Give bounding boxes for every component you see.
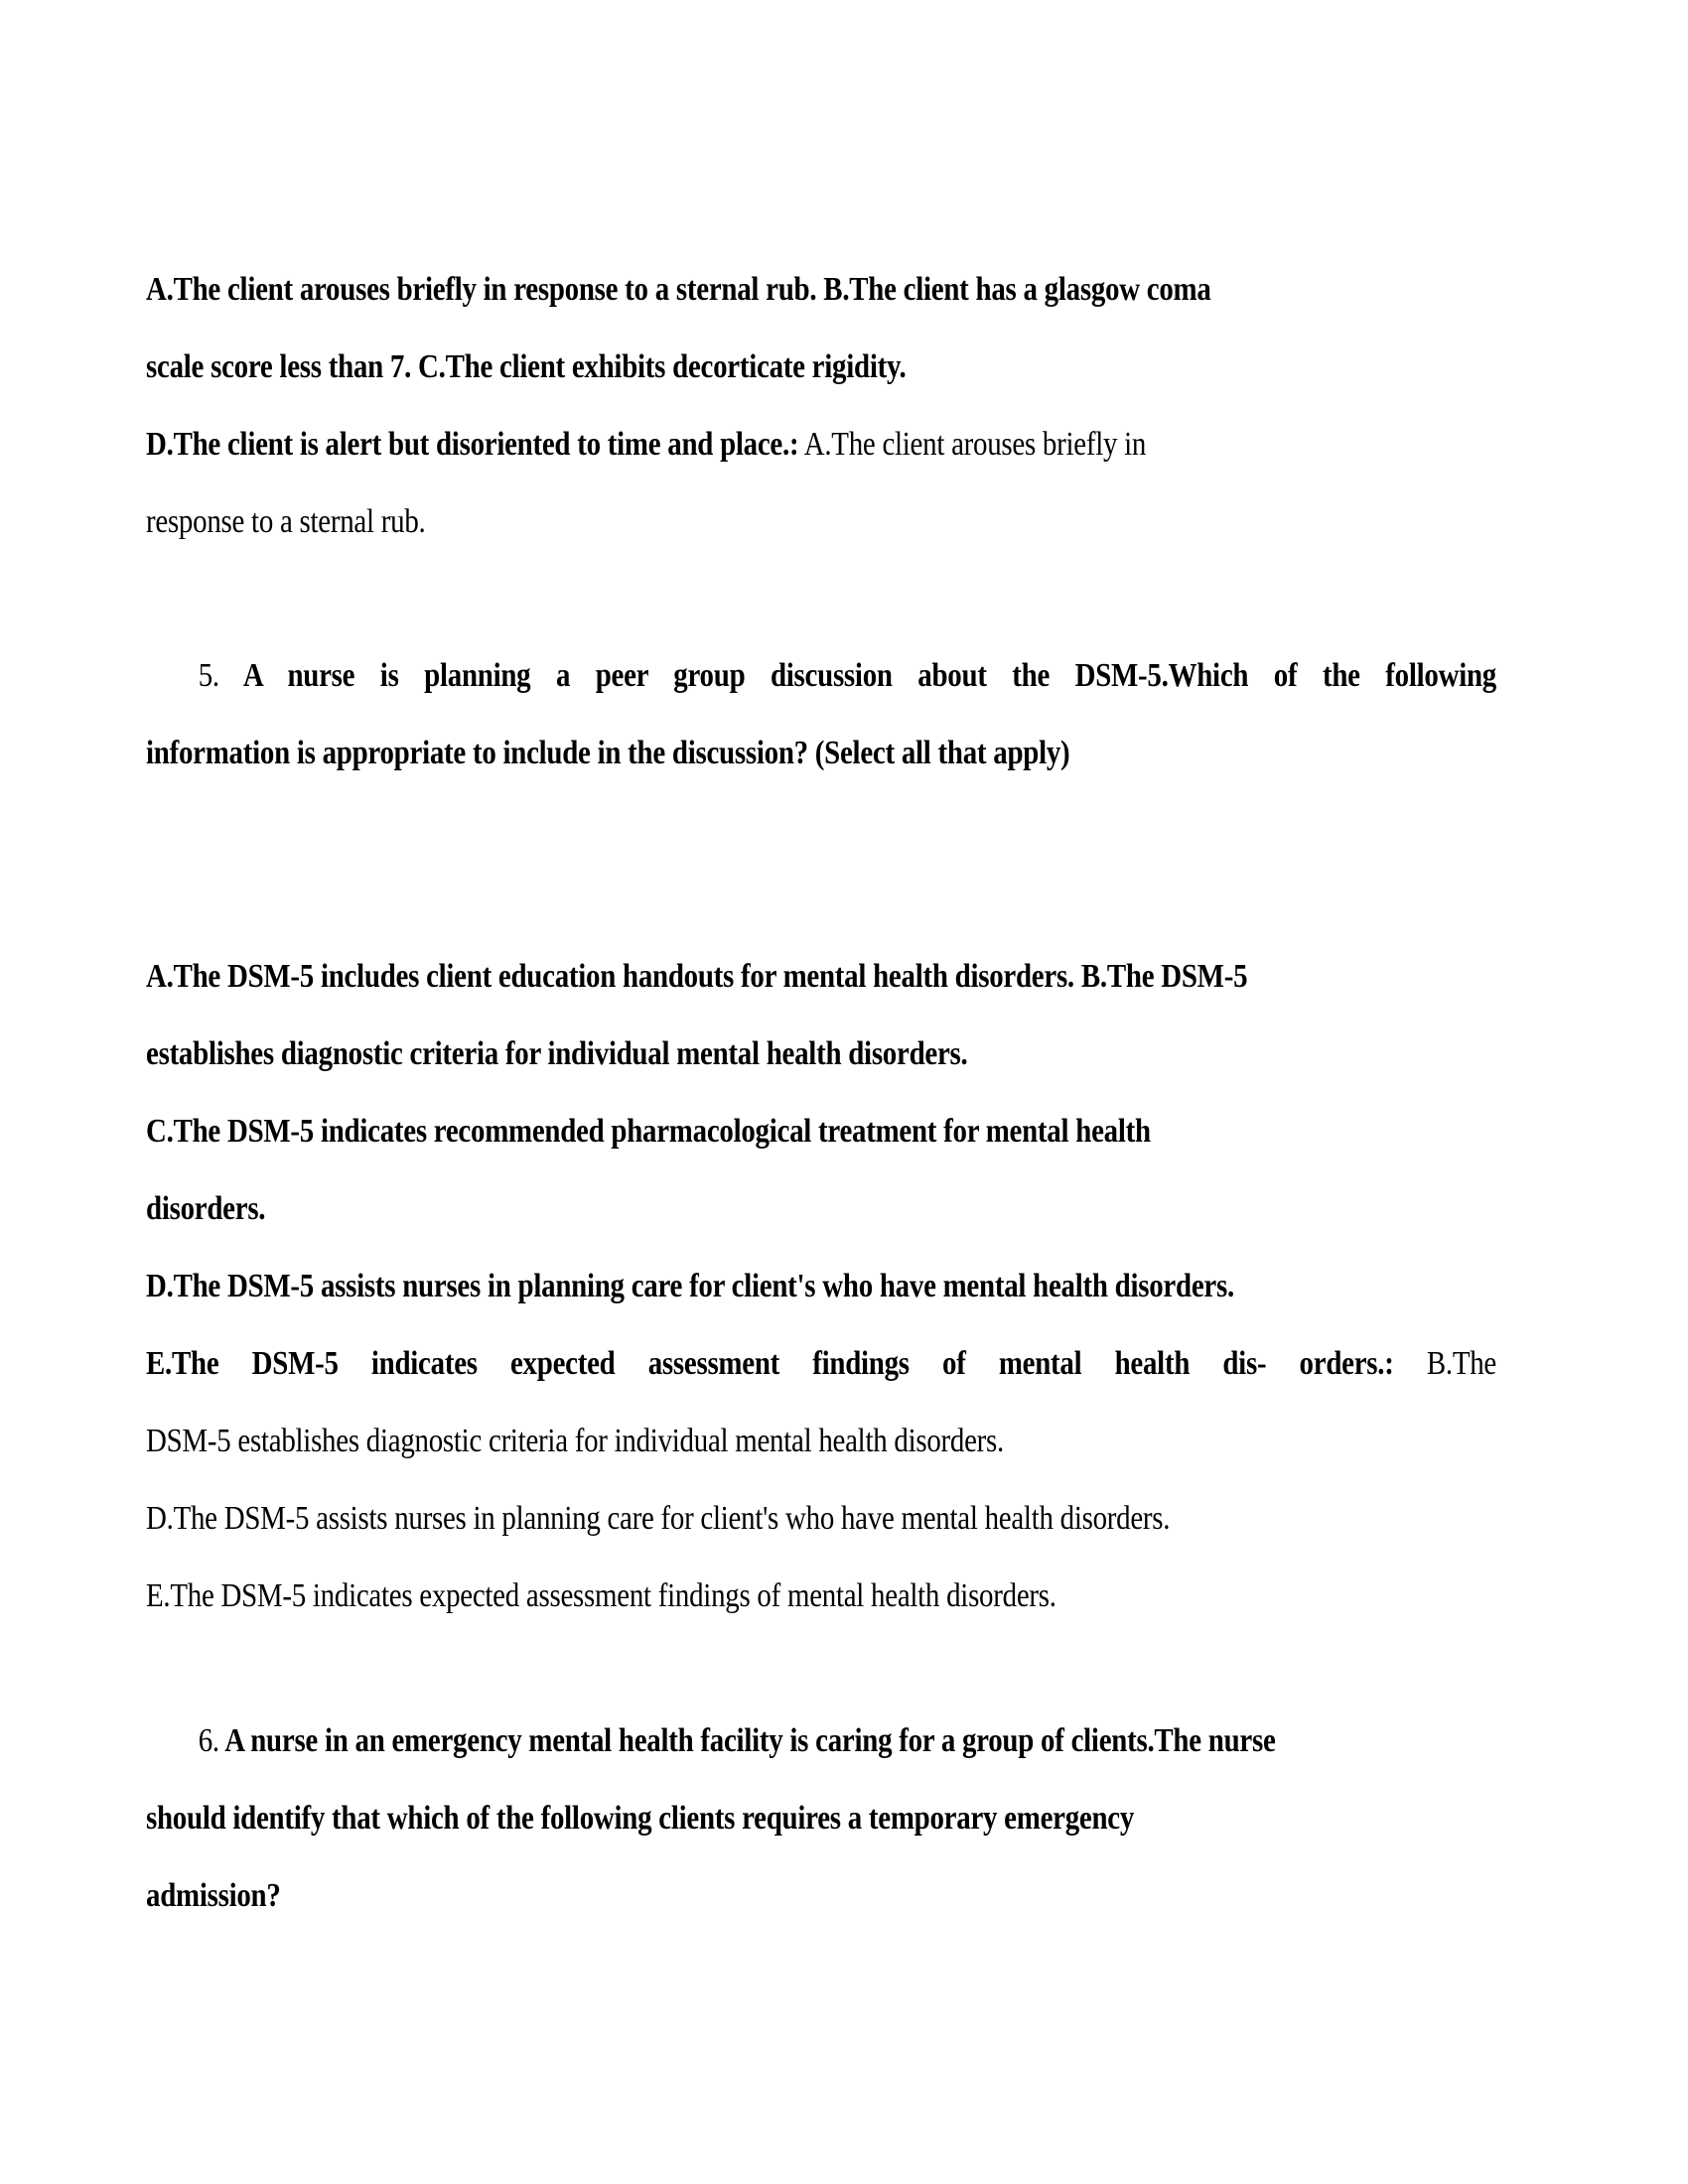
q4-option-line-3 [146,406,1328,483]
q5-answer-line-2: D.The DSM-5 assists nurses in planning care for client's who have mental health disorders. [146,1500,1171,1537]
q5-stem-line-1 [146,637,1496,715]
q6-number: 6. [198,1722,219,1759]
document-content [146,251,1536,1935]
q5-stem-line-2: information is appropriate to include in the discussion? (Select all that apply) [146,735,1070,771]
q5-option-line-3: C.The DSM-5 indicates recommended pharmacological treatment for mental health [146,1113,1151,1150]
q5-stem [146,637,1536,792]
q4-correct-answer-line-2: response to a sternal rub. [146,503,426,540]
q4-option-line-1: A.The client arouses briefly in response to a sternal rub. B.The client has a glasgow coma [146,271,1211,308]
q5-options-block [146,938,1536,1635]
q5-option-line-2: establishes diagnostic criteria for individual mental health disorders. [146,1035,968,1072]
q5-stem-text-1: A nurse is planning a peer group discussion about the DSM-5.Which of the following [218,657,1496,694]
q5-option-e-text: E.The DSM-5 indicates expected assessment findings of mental health dis- orders.: [146,1345,1394,1382]
q6-stem-line-2: should identify that which of the following clients requires a temporary emergency [146,1800,1135,1837]
q5-answer-line-1: DSM-5 establishes diagnostic criteria for individual mental health disorders. [146,1423,1005,1459]
q6-stem-line-3: admission? [146,1877,281,1914]
q5-option-line-4: disorders. [146,1190,266,1227]
q5-number: 5. [198,657,219,694]
q6-stem [146,1703,1536,1935]
q5-correct-answer-start: B.The [1393,1345,1496,1382]
q5-answer-line-3: E.The DSM-5 indicates expected assessment findings of mental health disorders. [146,1577,1056,1614]
q6-stem-text-1: A nurse in an emergency mental health facility is caring for a group of clients.The nurse [218,1722,1276,1759]
q5-option-line-1: A.The DSM-5 includes client education handouts for mental health disorders. B.The DSM-5 [146,958,1248,995]
q4-option-line-2: scale score less than 7. C.The client exhibits decorticate rigidity. [146,348,907,385]
q6-stem-line-1 [146,1703,1328,1780]
q4-correct-answer-text: A.The client arouses briefly in [798,426,1147,463]
q5-option-line-5: D.The DSM-5 assists nurses in planning care for client's who have mental health disorders. [146,1268,1234,1304]
q4-answer-block [146,251,1536,561]
q4-option-d-text: D.The client is alert but disoriented to time and place.: [146,426,799,463]
q5-option-line-6 [146,1325,1496,1403]
